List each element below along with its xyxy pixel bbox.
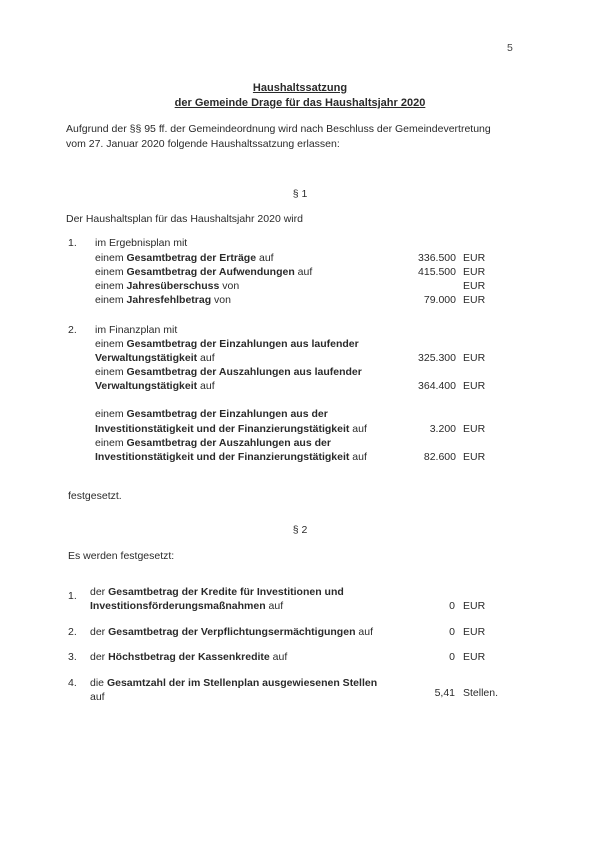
s2-item-unit: EUR bbox=[463, 600, 486, 612]
s2-item-label-line1 bbox=[90, 651, 287, 663]
label-text: Investitionstätigkeit und der Finanzierungstätigkeit bbox=[95, 451, 350, 463]
label-text: auf bbox=[269, 651, 288, 663]
finanz-row-unit: EUR bbox=[463, 451, 486, 463]
label-text: Verwaltungstätigkeit bbox=[95, 352, 198, 364]
finanz-row-label-line1 bbox=[95, 338, 359, 350]
label-text: einem bbox=[95, 294, 127, 306]
label-text: die bbox=[90, 677, 107, 689]
title-line2: der Gemeinde Drage für das Haushaltsjahr 2020 bbox=[174, 97, 426, 109]
label-text: Investitionstätigkeit und der Finanzierungstätigkeit bbox=[95, 423, 350, 435]
finanz-row-label-line2 bbox=[95, 352, 215, 364]
label-text: auf bbox=[90, 691, 105, 703]
label-text: Gesamtbetrag der Auszahlungen aus der bbox=[126, 437, 331, 449]
s2-item-value: 0 bbox=[449, 651, 455, 663]
label-text: einem bbox=[95, 408, 127, 420]
label-text: Gesamtbetrag der Verpflichtungsermächtigungen bbox=[108, 626, 356, 638]
section1-lead: Der Haushaltsplan für das Haushaltsjahr 2020 wird bbox=[66, 213, 303, 225]
label-text: Verwaltungstätigkeit bbox=[95, 380, 198, 392]
section2-lead: Es werden festgesetzt: bbox=[68, 550, 175, 562]
finanz-row-label-line2 bbox=[95, 380, 215, 392]
label-text: Jahresfehlbetrag bbox=[126, 294, 212, 306]
s2-item-value: 0 bbox=[449, 626, 455, 638]
s1-item1-number: 1. bbox=[68, 237, 77, 249]
ergebnis-row-unit: EUR bbox=[463, 252, 486, 264]
label-text: Gesamtbetrag der Auszahlungen aus laufender bbox=[126, 366, 362, 378]
finanz-row-label-line2 bbox=[95, 451, 367, 463]
finanz-row-label-line2 bbox=[95, 423, 367, 435]
finanz-row-label-line1 bbox=[95, 366, 362, 378]
s2-item-value: 0 bbox=[449, 600, 455, 612]
intro-line2: vom 27. Januar 2020 folgende Haushaltssatzung erlassen: bbox=[66, 138, 340, 150]
s2-item-label-line2 bbox=[90, 600, 283, 612]
label-text: Gesamtbetrag der Einzahlungen aus der bbox=[126, 408, 328, 420]
label-text: Höchstbetrag der Kassenkredite bbox=[108, 651, 270, 663]
s1-item2-number: 2. bbox=[68, 324, 77, 336]
label-text: Gesamtbetrag der Einzahlungen aus laufender bbox=[126, 338, 359, 350]
label-text: einem bbox=[95, 252, 127, 264]
label-text: Gesamtbetrag der Aufwendungen bbox=[126, 266, 295, 278]
finanz-row-label-line1 bbox=[95, 408, 328, 420]
label-text: der bbox=[90, 626, 109, 638]
finanz-row-value: 3.200 bbox=[429, 423, 456, 435]
label-text: von bbox=[219, 280, 240, 292]
label-text: Investitionsförderungsmaßnahmen bbox=[90, 600, 266, 612]
label-text: der bbox=[90, 651, 109, 663]
finanz-row-label-line1 bbox=[95, 437, 331, 449]
ergebnis-row-unit: EUR bbox=[463, 294, 486, 306]
s2-item-number: 1. bbox=[68, 590, 77, 602]
label-text: Jahresüberschuss bbox=[126, 280, 220, 292]
ergebnis-row-unit: EUR bbox=[463, 266, 486, 278]
ergebnis-row-label bbox=[95, 280, 239, 292]
label-text: einem bbox=[95, 437, 127, 449]
label-text: auf bbox=[294, 266, 313, 278]
finanz-row-value: 325.300 bbox=[418, 352, 456, 364]
ergebnis-row-unit: EUR bbox=[463, 280, 486, 292]
label-text: Gesamtbetrag der Kredite für Investitionen und bbox=[108, 586, 344, 598]
s2-item-number: 2. bbox=[68, 626, 77, 638]
label-text: einem bbox=[95, 280, 127, 292]
ergebnis-row-label bbox=[95, 252, 274, 264]
label-text: auf bbox=[349, 423, 367, 435]
ergebnis-row-value: 336.500 bbox=[418, 252, 456, 264]
label-text: auf bbox=[197, 380, 215, 392]
s2-item-label-line1 bbox=[90, 677, 377, 689]
section1-closing: festgesetzt. bbox=[68, 490, 122, 502]
label-text: einem bbox=[95, 266, 127, 278]
label-text: Gesamtbetrag der Erträge bbox=[126, 252, 257, 264]
s2-item-unit: EUR bbox=[463, 626, 486, 638]
s1-item2-intro: im Finanzplan mit bbox=[95, 324, 178, 336]
finanz-row-unit: EUR bbox=[463, 380, 486, 392]
label-text: auf bbox=[265, 600, 284, 612]
s2-item-label-line1 bbox=[90, 586, 344, 598]
title-line1: Haushaltssatzung bbox=[252, 82, 348, 94]
ergebnis-row-label bbox=[95, 294, 231, 306]
section2-heading: § 2 bbox=[292, 524, 308, 536]
s1-item1-intro: im Ergebnisplan mit bbox=[95, 237, 188, 249]
ergebnis-row-label bbox=[95, 266, 312, 278]
s2-item-label-line1 bbox=[90, 626, 373, 638]
finanz-row-unit: EUR bbox=[463, 423, 486, 435]
intro-line1: Aufgrund der §§ 95 ff. der Gemeindeordnung wird nach Beschluss der Gemeindevertretung bbox=[66, 123, 491, 135]
finanz-row-value: 364.400 bbox=[418, 380, 456, 392]
finanz-row-unit: EUR bbox=[463, 352, 486, 364]
s2-item-unit: EUR bbox=[463, 651, 486, 663]
label-text: der bbox=[90, 586, 109, 598]
s2-item-unit: Stellen. bbox=[463, 687, 499, 699]
ergebnis-row-value: 415.500 bbox=[418, 266, 456, 278]
s2-item-number: 3. bbox=[68, 651, 77, 663]
page-number: 5 bbox=[507, 42, 513, 54]
label-text: einem bbox=[95, 366, 127, 378]
label-text: auf bbox=[197, 352, 215, 364]
label-text: auf bbox=[355, 626, 373, 638]
label-text: Gesamtzahl der im Stellenplan ausgewiesenen Stellen bbox=[106, 677, 378, 689]
label-text: einem bbox=[95, 338, 127, 350]
s2-item-value: 5,41 bbox=[434, 687, 455, 699]
label-text: von bbox=[211, 294, 231, 306]
ergebnis-row-value: 79.000 bbox=[423, 294, 456, 306]
s2-item-number: 4. bbox=[68, 677, 77, 689]
label-text: auf bbox=[349, 451, 367, 463]
s2-item-label-line2 bbox=[90, 691, 105, 703]
label-text: auf bbox=[256, 252, 274, 264]
section1-heading: § 1 bbox=[292, 188, 308, 200]
finanz-row-value: 82.600 bbox=[423, 451, 456, 463]
